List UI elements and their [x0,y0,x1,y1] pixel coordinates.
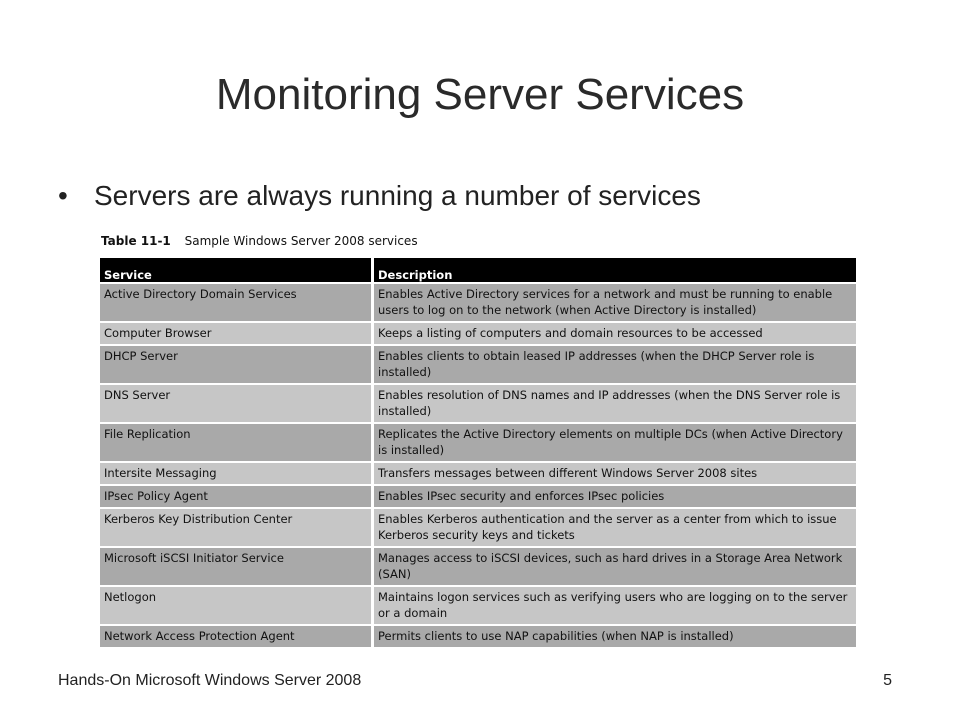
service-description-cell: Enables Active Directory services for a network and must be running to enable users to log on to the network (when Active Directory is installed) [373,283,857,322]
service-description-cell: Keeps a listing of computers and domain resources to be accessed [373,322,857,345]
service-name-cell: Active Directory Domain Services [100,283,373,322]
footer-text: Hands-On Microsoft Windows Server 2008 [58,672,362,689]
bullet-dot-icon: • [58,180,68,211]
service-description-cell: Maintains logon services such as verifying users who are logging on to the server or a domain [373,586,857,625]
table-header-row [100,258,856,283]
service-name-cell: Intersite Messaging [100,462,373,485]
bullet-text: Servers are always running a number of services [94,180,701,211]
service-name-cell: Microsoft iSCSI Initiator Service [100,547,373,586]
service-name-cell: Kerberos Key Distribution Center [100,508,373,547]
slide-title: Monitoring Server Services [215,70,745,119]
table-row [100,586,856,625]
table-body [100,283,856,647]
service-name-cell: DHCP Server [100,345,373,384]
service-name-cell: File Replication [100,423,373,462]
service-description-cell: Enables resolution of DNS names and IP addresses (when the DNS Server role is installed) [373,384,857,423]
table-row [100,423,856,462]
service-description-cell: Manages access to iSCSI devices, such as hard drives in a Storage Area Network (SAN) [373,547,857,586]
table-row [100,283,856,322]
services-table [100,258,856,647]
table-row [100,462,856,485]
table-row [100,485,856,508]
table-row [100,322,856,345]
service-description-cell: Enables IPsec security and enforces IPsec policies [373,485,857,508]
table-caption-label: Table 11-1 [101,234,171,248]
table-row [100,547,856,586]
service-description-cell: Replicates the Active Directory elements on multiple DCs (when Active Directory is installed) [373,423,857,462]
service-name-cell: IPsec Policy Agent [100,485,373,508]
table-caption [101,234,418,248]
table-row [100,384,856,423]
service-name-cell: Netlogon [100,586,373,625]
service-name-cell: Computer Browser [100,322,373,345]
table-row [100,345,856,384]
service-description-cell: Enables clients to obtain leased IP addresses (when the DHCP Server role is installed) [373,345,857,384]
column-header-description: Description [373,258,857,283]
service-name-cell: Network Access Protection Agent [100,625,373,647]
bullet-item [58,180,701,212]
table-row [100,508,856,547]
service-description-cell: Transfers messages between different Windows Server 2008 sites [373,462,857,485]
service-name-cell: DNS Server [100,384,373,423]
table-row [100,625,856,647]
column-header-service: Service [100,258,373,283]
page-number: 5 [883,672,892,689]
service-description-cell: Permits clients to use NAP capabilities (when NAP is installed) [373,625,857,647]
service-description-cell: Enables Kerberos authentication and the server as a center from which to issue Kerberos security keys and tickets [373,508,857,547]
table-caption-text: Sample Windows Server 2008 services [184,234,418,248]
